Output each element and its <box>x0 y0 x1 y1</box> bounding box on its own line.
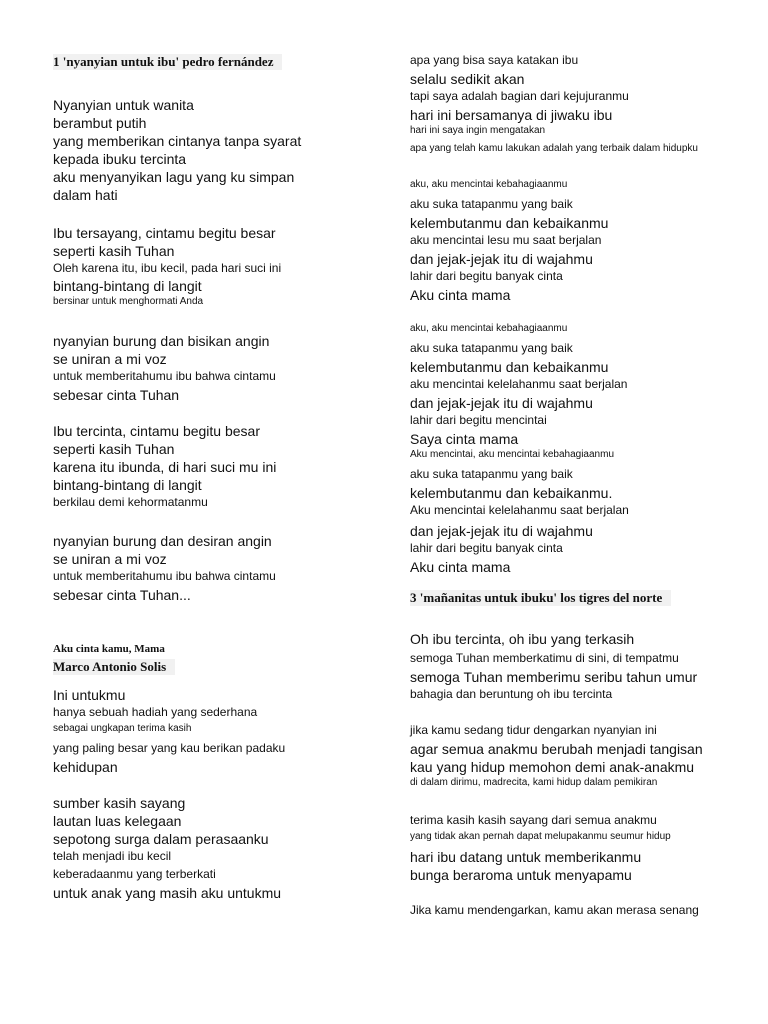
lyric-line: Ibu tersayang, cintamu begitu besar <box>53 225 276 241</box>
lyric-line: lahir dari begitu banyak cinta <box>410 269 563 283</box>
lyric-line: dalam hati <box>53 187 118 203</box>
lyric-line: selalu sedikit akan <box>410 71 525 87</box>
lyric-line: kehidupan <box>53 759 118 775</box>
lyric-line: lahir dari begitu banyak cinta <box>410 541 563 555</box>
lyric-line: hari ini saya ingin mengatakan <box>410 125 546 136</box>
lyric-line: aku menyanyikan lagu yang ku simpan <box>53 169 295 185</box>
lyric-line: apa yang bisa saya katakan ibu <box>410 53 579 67</box>
lyric-line: aku suka tatapanmu yang baik <box>410 341 573 355</box>
lyric-line: aku, aku mencintai kebahagiaanmu <box>410 323 568 334</box>
lyric-line: seperti kasih Tuhan <box>53 441 175 457</box>
lyric-line: bintang-bintang di langit <box>53 278 202 294</box>
lyric-line: se uniran a mi voz <box>53 551 167 567</box>
lyric-line: jika kamu sedang tidur dengarkan nyanyian ini <box>410 723 657 737</box>
lyric-line: apa yang telah kamu lakukan adalah yang terbaik dalam hidupku <box>410 143 698 154</box>
lyric-line: semoga Tuhan memberkatimu di sini, di tempatmu <box>410 651 679 665</box>
lyric-line: Nyanyian untuk wanita <box>53 97 194 113</box>
lyric-line: aku suka tatapanmu yang baik <box>410 197 573 211</box>
lyric-line: bahagia dan beruntung oh ibu tercinta <box>410 687 613 701</box>
lyric-line: di dalam dirimu, madrecita, kami hidup dalam pemikiran <box>410 777 658 788</box>
lyric-line: Saya cinta mama <box>410 431 519 447</box>
lyric-line: untuk memberitahumu ibu bahwa cintamu <box>53 569 276 583</box>
lyric-line: seperti kasih Tuhan <box>53 243 175 259</box>
lyric-line: Oh ibu tercinta, oh ibu yang terkasih <box>410 631 635 647</box>
lyric-line: keberadaanmu yang terberkati <box>53 867 216 881</box>
lyric-line: bintang-bintang di langit <box>53 477 202 493</box>
lyric-line: Aku mencintai kelelahanmu saat berjalan <box>410 503 629 517</box>
lyric-line: yang paling besar yang kau berikan padaku <box>53 741 286 755</box>
lyric-line: dan jejak-jejak itu di wajahmu <box>410 251 593 267</box>
lyric-line: kepada ibuku tercinta <box>53 151 187 167</box>
lyric-line: kelembutanmu dan kebaikanmu <box>410 215 609 231</box>
lyric-line: kau yang hidup memohon demi anak-anakmu <box>410 759 695 775</box>
lyric-line: lautan luas kelegaan <box>53 813 182 829</box>
lyric-line: yang tidak akan pernah dapat melupakanmu seumur hidup <box>410 831 671 842</box>
lyric-line: dan jejak-jejak itu di wajahmu <box>410 523 593 539</box>
lyric-line: bunga beraroma untuk menyapamu <box>410 867 632 883</box>
lyric-line: aku mencintai kelelahanmu saat berjalan <box>410 377 628 391</box>
song-heading: Marco Antonio Solis <box>53 659 175 675</box>
lyric-line: aku, aku mencintai kebahagiaanmu <box>410 179 568 190</box>
lyric-line: agar semua anakmu berubah menjadi tangisan <box>410 741 703 757</box>
song-heading: Aku cinta kamu, Mama <box>53 643 165 655</box>
lyric-line: hari ini bersamanya di jiwaku ibu <box>410 107 613 123</box>
lyric-line: Ini untukmu <box>53 687 126 703</box>
lyric-line: sebagai ungkapan terima kasih <box>53 723 192 734</box>
lyric-line: lahir dari begitu mencintai <box>410 413 547 427</box>
lyric-line: nyanyian burung dan desiran angin <box>53 533 272 549</box>
song-heading: 1 'nyanyian untuk ibu' pedro fernández <box>53 54 282 70</box>
lyric-line: aku suka tatapanmu yang baik <box>410 467 573 481</box>
lyric-line: Aku mencintai, aku mencintai kebahagiaanmu <box>410 449 615 460</box>
lyric-line: telah menjadi ibu kecil <box>53 849 172 863</box>
lyric-line: Jika kamu mendengarkan, kamu akan merasa senang <box>410 903 699 917</box>
lyric-line: Oleh karena itu, ibu kecil, pada hari suci ini <box>53 261 282 275</box>
lyric-line: aku mencintai lesu mu saat berjalan <box>410 233 602 247</box>
lyric-line: berambut putih <box>53 115 147 131</box>
lyric-line: untuk anak yang masih aku untukmu <box>53 885 282 901</box>
lyric-line: se uniran a mi voz <box>53 351 167 367</box>
lyric-line: nyanyian burung dan bisikan angin <box>53 333 270 349</box>
lyric-line: hanya sebuah hadiah yang sederhana <box>53 705 258 719</box>
lyric-line: sepotong surga dalam perasaanku <box>53 831 269 847</box>
lyric-line: kelembutanmu dan kebaikanmu. <box>410 485 613 501</box>
lyric-line: sebesar cinta Tuhan... <box>53 587 191 603</box>
lyric-line: Aku cinta mama <box>410 559 511 575</box>
lyric-line: hari ibu datang untuk memberikanmu <box>410 849 642 865</box>
lyric-line: tapi saya adalah bagian dari kejujuranmu <box>410 89 629 103</box>
lyric-line: dan jejak-jejak itu di wajahmu <box>410 395 593 411</box>
lyric-line: karena itu ibunda, di hari suci mu ini <box>53 459 277 475</box>
lyric-line: semoga Tuhan memberimu seribu tahun umur <box>410 669 698 685</box>
lyric-line: yang memberikan cintanya tanpa syarat <box>53 133 302 149</box>
lyric-line: bersinar untuk menghormati Anda <box>53 296 204 307</box>
lyric-line: sumber kasih sayang <box>53 795 186 811</box>
lyric-line: berkilau demi kehormatanmu <box>53 495 208 509</box>
lyric-line: Aku cinta mama <box>410 287 511 303</box>
lyric-line: kelembutanmu dan kebaikanmu <box>410 359 609 375</box>
lyric-line: terima kasih kasih sayang dari semua anakmu <box>410 813 657 827</box>
lyric-line: untuk memberitahumu ibu bahwa cintamu <box>53 369 276 383</box>
lyric-line: sebesar cinta Tuhan <box>53 387 180 403</box>
song-heading: 3 'mañanitas untuk ibuku' los tigres del norte <box>410 590 671 606</box>
lyric-line: Ibu tercinta, cintamu begitu besar <box>53 423 261 439</box>
